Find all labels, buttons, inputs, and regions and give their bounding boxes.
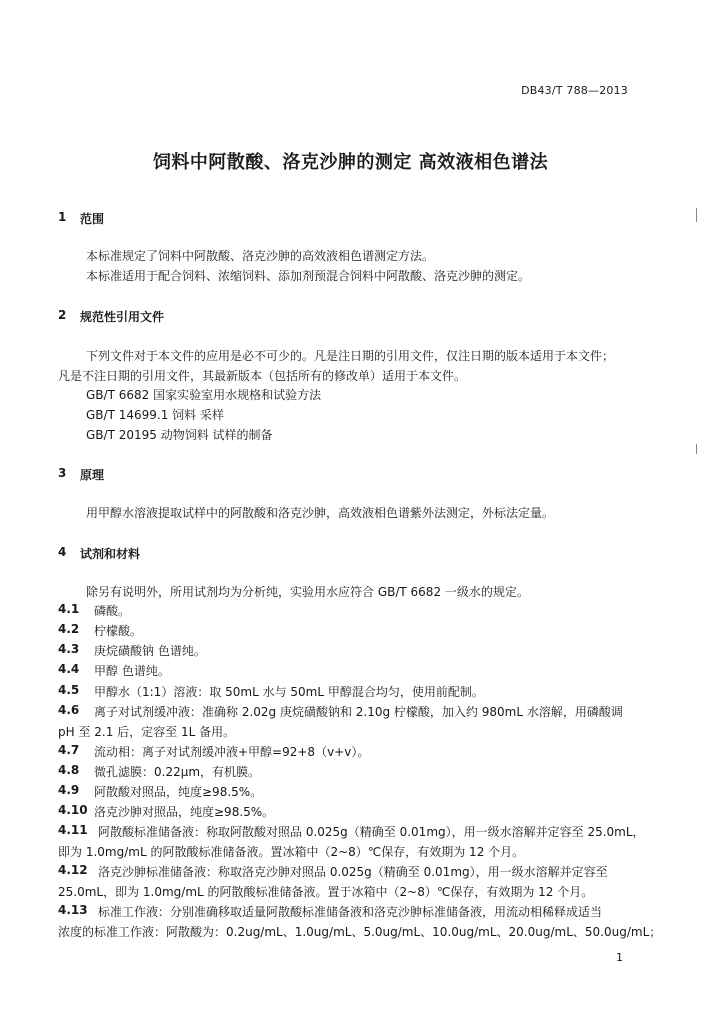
item-text: 洛克沙胂对照品，纯度≥98.5%。 — [94, 805, 275, 819]
item-text: 甲醇水（1:1）溶液：取 50mL 水与 50mL 甲醇混合均匀，使用前配制。 — [94, 685, 484, 699]
scan-edge-mark — [696, 208, 697, 222]
item-number: 4.11 — [58, 823, 88, 837]
item-text: 甲醇 色谱纯。 — [94, 664, 170, 678]
item-text-continued: 浓度的标准工作液：阿散酸为：0.2ug/mL、1.0ug/mL、5.0ug/mL、10.0ug/mL、20.0ug/mL、50.0ug/mL； — [58, 925, 662, 939]
item-text: 标准工作液：分别准确移取适量阿散酸标准储备液和洛克沙胂标准储备液，用流动相稀释成适当 — [98, 905, 603, 919]
item-text-continued: 即为 1.0mg/mL 的阿散酸标准储备液。置冰箱中（2~8）℃保存，有效期为 12 个月。 — [58, 845, 525, 859]
section-title: 原理 — [80, 468, 105, 482]
section-number: 2 — [58, 308, 67, 322]
item-text: 洛克沙胂标准储备液：称取洛克沙胂对照品 0.025g（精确至 0.01mg），用一级水溶解并定容至 — [98, 865, 608, 879]
section-title: 规范性引用文件 — [80, 310, 165, 324]
reference-text: GB/T 20195 动物饲料 试样的制备 — [86, 428, 273, 442]
item-number: 4.7 — [58, 743, 80, 757]
reference-text: GB/T 6682 国家实验室用水规格和试验方法 — [86, 388, 322, 402]
section-4-intro: 除另有说明外，所用试剂均为分析纯，实验用水应符合 GB/T 6682 一级水的规定。 — [86, 585, 529, 599]
section-number: 1 — [58, 210, 67, 224]
reference-text: GB/T 14699.1 饲料 采样 — [86, 408, 224, 422]
item-number: 4.6 — [58, 703, 80, 717]
item-text-continued: pH 至 2.1 后，定容至 1L 备用。 — [58, 725, 236, 739]
document-title: 饲料中阿散酸、洛克沙胂的测定 高效液相色谱法 — [152, 152, 549, 173]
section-2-paragraph-line-1: 下列文件对于本文件的应用是必不可少的。凡是注日期的引用文件，仅注日期的版本适用于本文件； — [86, 349, 615, 363]
scan-edge-mark — [696, 444, 697, 454]
item-number: 4.5 — [58, 683, 80, 697]
section-1-paragraph-1: 本标准规定了饲料中阿散酸、洛克沙胂的高效液相色谱测定方法。 — [86, 249, 435, 263]
item-number: 4.1 — [58, 602, 80, 616]
item-text: 流动相：离子对试剂缓冲液+甲醇=92+8（v+v）。 — [94, 745, 370, 759]
section-3-paragraph: 用甲醇水溶液提取试样中的阿散酸和洛克沙胂，高效液相色谱紫外法测定，外标法定量。 — [86, 506, 555, 520]
item-text: 磷酸。 — [94, 604, 131, 618]
item-number: 4.10 — [58, 803, 88, 817]
item-number: 4.9 — [58, 783, 80, 797]
section-2-paragraph-line-2: 凡是不注日期的引用文件，其最新版本（包括所有的修改单）适用于本文件。 — [58, 369, 467, 383]
item-number: 4.3 — [58, 642, 80, 656]
item-text-continued: 25.0mL，即为 1.0mg/mL 的阿散酸标准储备液。置于冰箱中（2~8）℃保存，有效期为 12 个月。 — [58, 885, 594, 899]
item-number: 4.8 — [58, 763, 80, 777]
item-number: 4.2 — [58, 622, 80, 636]
section-1-paragraph-2: 本标准适用于配合饲料、浓缩饲料、添加剂预混合饲料中阿散酸、洛克沙胂的测定。 — [86, 269, 531, 283]
item-text: 庚烷磺酸钠 色谱纯。 — [94, 644, 206, 658]
page-number: 1 — [616, 951, 623, 964]
item-text: 微孔滤膜：0.22μm，有机膜。 — [94, 765, 261, 779]
section-title: 范围 — [80, 212, 105, 226]
standard-code: DB43/T 788—2013 — [521, 84, 628, 97]
item-number: 4.13 — [58, 903, 88, 917]
section-title: 试剂和材料 — [80, 547, 141, 561]
item-number: 4.4 — [58, 662, 80, 676]
item-text: 柠檬酸。 — [94, 624, 143, 638]
item-text: 离子对试剂缓冲液：准确称 2.02g 庚烷磺酸钠和 2.10g 柠檬酸，加入约 980mL 水溶解，用磷酸调 — [94, 705, 623, 719]
item-number: 4.12 — [58, 863, 88, 877]
item-text: 阿散酸标准储备液：称取阿散酸对照品 0.025g（精确至 0.01mg），用一级水溶解并定容至 25.0mL， — [98, 825, 645, 839]
section-number: 4 — [58, 545, 67, 559]
item-text: 阿散酸对照品，纯度≥98.5%。 — [94, 785, 263, 799]
section-number: 3 — [58, 466, 67, 480]
